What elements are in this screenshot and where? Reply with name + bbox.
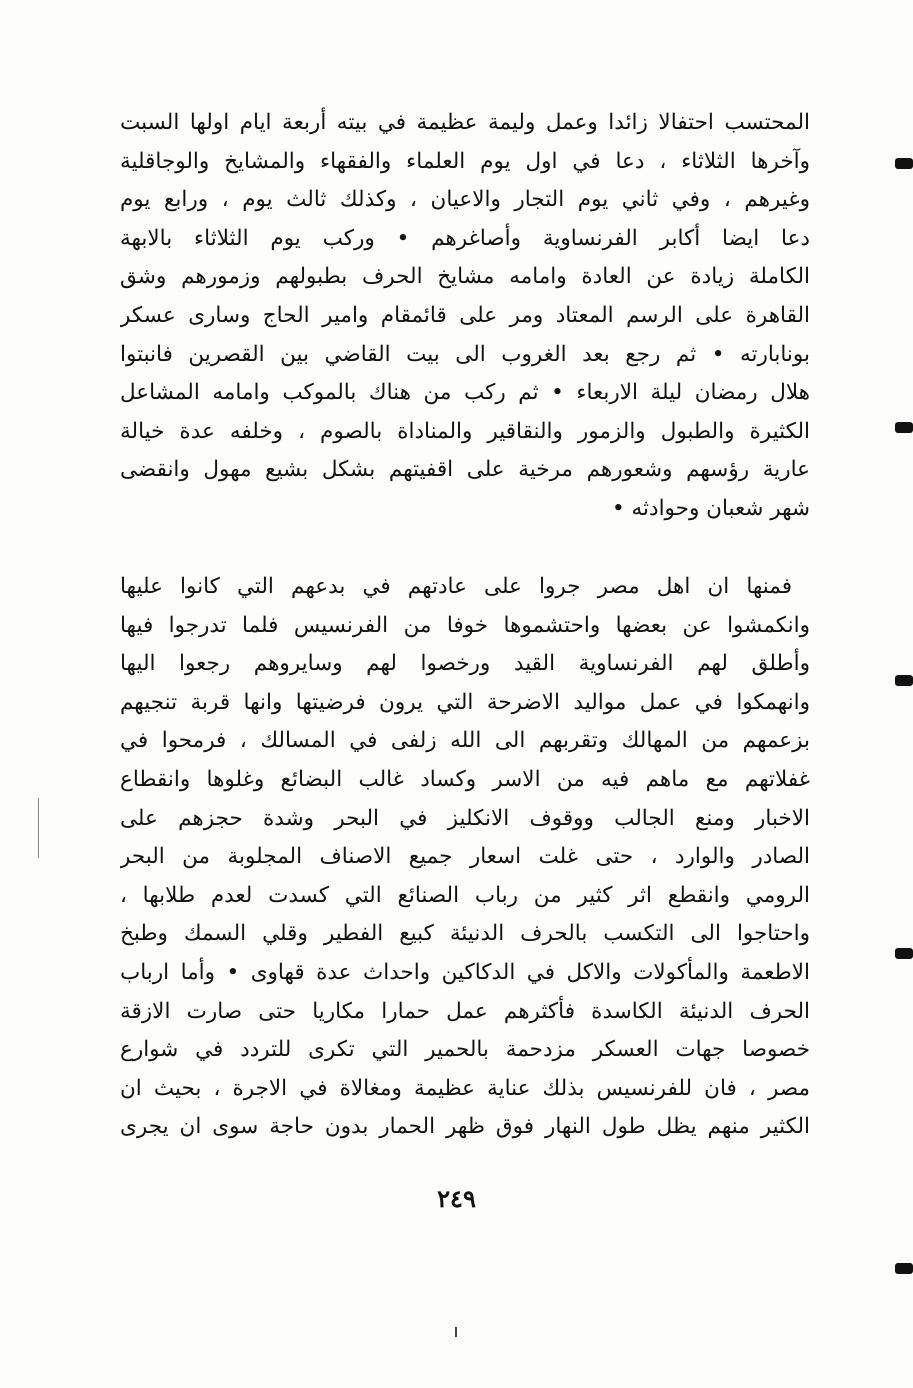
bottom-mark: [455, 1327, 457, 1337]
text-line: الكاملة زيادة عن العادة وامامه مشايخ الحرف بطبولهم وزمورهم وشق: [120, 264, 810, 290]
binding-mark: [895, 422, 913, 433]
text-line: غفلاتهم مع ماهم فيه من الاسر وكساد غالب البضائع وغلوها وانقطاع: [120, 766, 810, 792]
text-line: هلال رمضان ليلة الاربعاء • ثم ركب من هناك بالموكب وامامه المشاعل: [120, 380, 810, 406]
binding-mark: [895, 948, 913, 959]
text-line: وانكمشوا عن بعضها واحتشموها خوفا من الفرنسيس فلما تدرجوا فيها: [120, 612, 810, 638]
text-line: وغيرهم ، وفي ثاني يوم التجار والاعيان ، وكذلك ثالث يوم ، ورابع يوم: [120, 187, 810, 213]
text-line: مصر ، فان للفرنسيس بذلك عناية عظيمة ومغالاة في الاجرة ، بحيث ان: [120, 1075, 810, 1101]
text-line: الكثير منهم يظل طول النهار فوق ظهر الحمار بدون حاجة سوى ان يجرى: [120, 1114, 810, 1140]
text-line: الكثيرة والطبول والزمور والنقاقير والمناداة بالصوم ، وخلفه عدة خيالة: [120, 418, 810, 444]
text-line: عارية رؤسهم وشعورهم مرخية على اقفيتهم بشكل بشيع مهول وانقضى: [120, 457, 810, 483]
text-line: فمنها ان اهل مصر جروا على عادتهم في بدعهم التي كانوا عليها: [120, 574, 792, 599]
scan-artifact: [38, 798, 39, 858]
page-number: ٢٤٩: [437, 1184, 476, 1213]
text-line: الحرف الدنيئة الكاسدة فأكثرهم عمل حمارا مكاريا حتى صارت الازقة: [120, 998, 810, 1024]
text-line: شهر شعبان وحوادثه •: [611, 495, 810, 521]
text-line: الاخبار ومنع الجالب ووقوف الانكليز في البحر وشدة حجزهم على: [120, 805, 810, 831]
paragraph-1: [120, 104, 810, 529]
text-line: خصوصا جهات العسكر مزدحمة بالحمير التي تكرى للتردد في شوارع: [120, 1037, 810, 1063]
text-line: القاهرة على الرسم المعتاد ومر على قائمقام وامير الحاج وسارى عسكر: [120, 302, 810, 328]
text-line: المحتسب احتفالا زائدا وعمل وليمة عظيمة في بيته أربعة ايام اولها السبت: [120, 110, 810, 135]
paragraph-2: [120, 568, 810, 1147]
binding-mark: [895, 675, 913, 686]
text-line: الاطعمة والمأكولات والاكل في الدكاكين واحداث عدة قهاوى • وأما ارباب: [120, 959, 810, 985]
text-line: بونابارته • ثم رجع بعد الغروب الى بيت القاضي بين القصرين فانبتوا: [120, 341, 810, 367]
text-line: بزعمهم من المهالك وتقربهم الى الله زلفى في المسالك ، فرمحوا في: [120, 728, 810, 754]
text-line: الصادر والوارد ، حتى غلت اسعار جميع الاصناف المجلوبة من البحر: [120, 844, 810, 870]
text-line: الرومي وانقطع اثر كثير من رباب الصنائع التي كسدت لعدم طلابها ،: [120, 882, 810, 908]
text-line: وأطلق لهم الفرنساوية القيد ورخصوا لهم وسايروهم رجعوا اليها: [120, 651, 810, 677]
binding-mark: [895, 1263, 913, 1274]
text-line: وآخرها الثلاثاء ، دعا في اول يوم العلماء والفقهاء والمشايخ والوجاقلية: [120, 148, 810, 174]
binding-mark: [895, 158, 913, 169]
text-line: وانهمكوا في عمل مواليد الاضرحة التي يرون فرضيتها وانها قربة تنجيهم: [120, 689, 810, 715]
text-line: واحتاجوا الى التكسب بالحرف الدنيئة كبيع الفطير وقلي السمك وطبخ: [120, 921, 810, 947]
text-line: دعا ايضا أكابر الفرنساوية وأصاغرهم • وركب يوم الثلاثاء بالابهة: [120, 225, 810, 251]
